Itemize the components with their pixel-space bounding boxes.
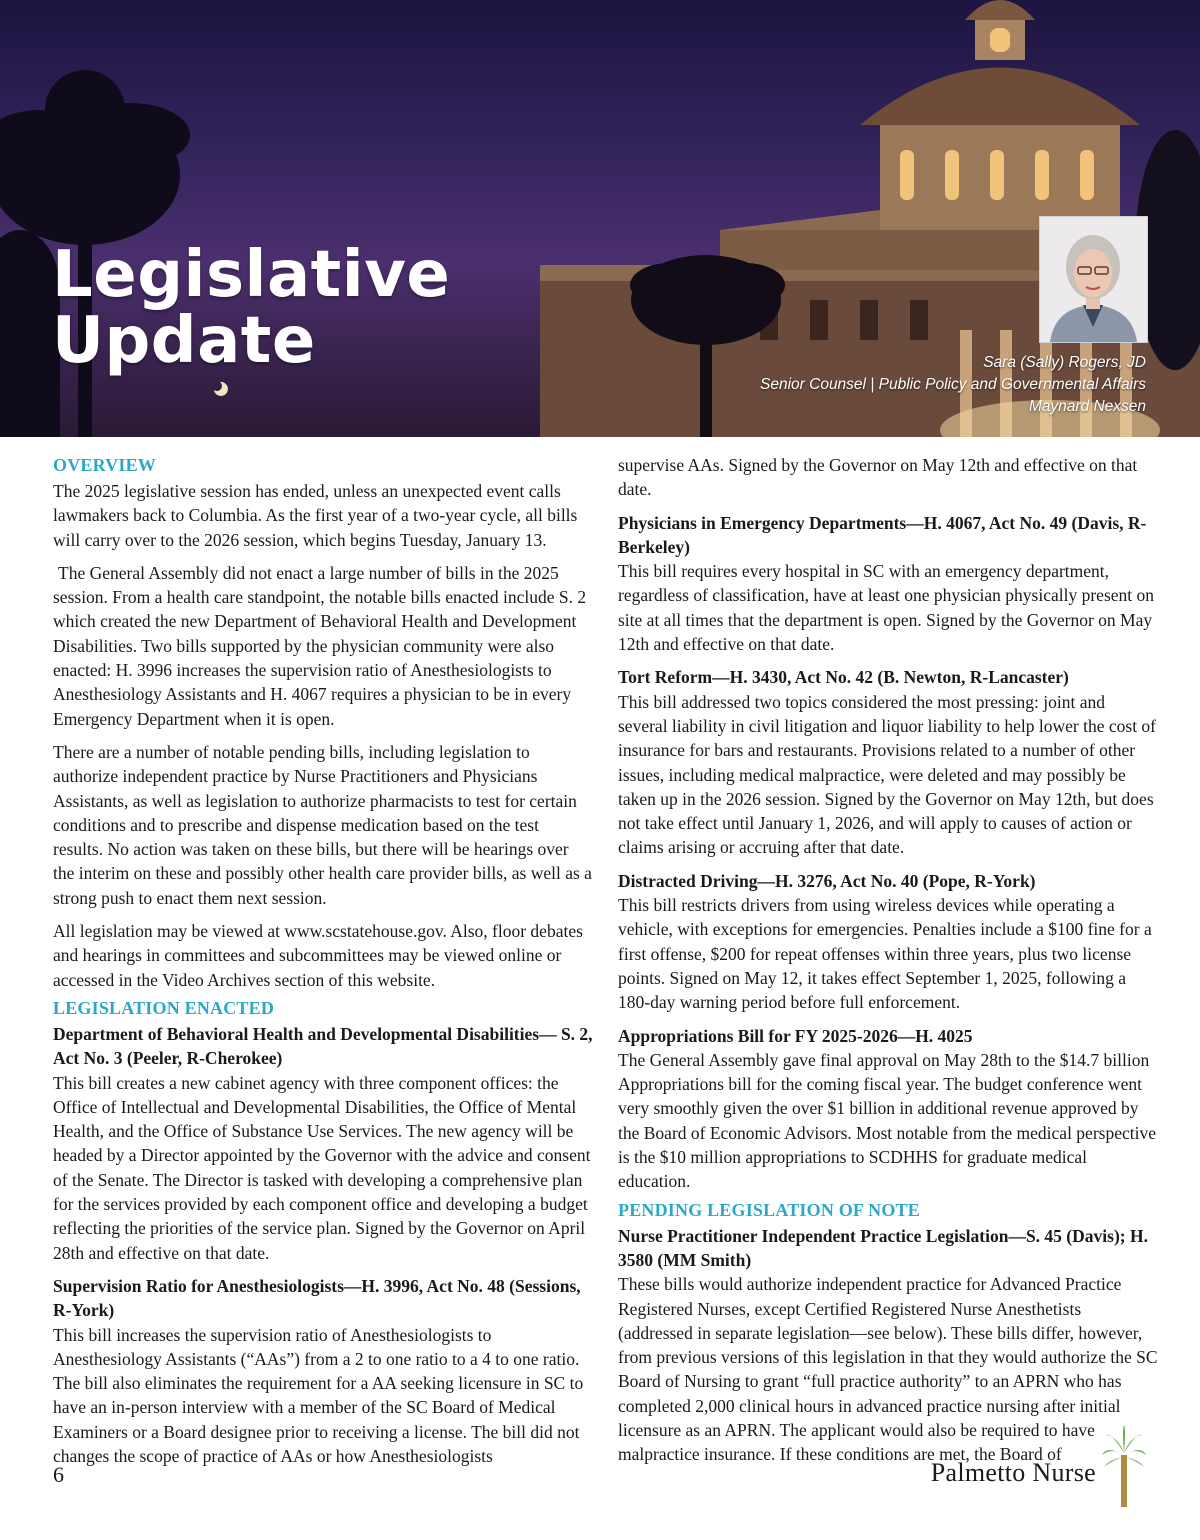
overview-paragraph-2: The General Assembly did not enact a large number of bills in the 2025 session. From a health care standpoint, the notable bills enacted include S. 2 which created the new Department of Behavioral Health and Development Disabilities. Two bills supported by the physician community were also enacted: H. 3996 increases the supervision ratio of Anesthesiologists to Anesthesiology Assistants and H. 4067 requires a physician to be in every Emergency Department when it is open. [53,562,587,729]
appropriations-bill-title: Appropriations Bill for FY 2025-2026—H. 4025 [618,1025,973,1046]
title-line-1: Legislative [52,238,451,312]
enacted-heading: LEGISLATION ENACTED [53,997,275,1018]
anesthesiologist-bill-title: Supervision Ratio for Anesthesiologists—H. 3996, Act No. 48 (Sessions, R-York) [53,1275,581,1321]
author-byline [760,352,1146,418]
tort-reform-bill-title: Tort Reform—H. 3430, Act No. 42 (B. Newton, R-Lancaster) [618,667,1069,688]
right-column [618,453,1158,1476]
tort-reform-bill-body: This bill addressed two topics considered the most pressing: joint and several liability in civil litigation and liquor liability to help lower the cost of insurance for bars and restaurants. Provisions related to a number of other issues, including medical malpractice, were deleted and may possibly be taken up in the 2026 session. Signed by the Governor on May 12th, but does not take effect until January 1, 2026, and will apply to causes of action or claims arising or accruing after that date. [618,691,1157,858]
page-title [52,238,451,378]
overview-paragraph-3: There are a number of notable pending bills, including legislation to authorize independent practice by Nurse Practitioners and Physicians Assistants, as well as legislation to authorize pharmacists to test for certain conditions and to prescribe and dispense medication based on the test results. No action was taken on these bills, but there will be hearings over the interim on these and possibly other health care provider bills, as well as a strong push to enact them next session. [53,741,592,908]
emergency-dept-bill-body: This bill requires every hospital in SC with an emergency department, regardless of classification, have at least one physician physically present on site at all times that the department is open. Signed by the Governor on May 12th and effective on that date. [618,561,1155,655]
emergency-dept-bill-title: Physicians in Emergency Departments—H. 4067, Act No. 49 (Davis, R-Berkeley) [618,512,1147,557]
pending-heading: PENDING LEGISLATION OF NOTE [618,1199,920,1220]
distracted-driving-bill-title: Distracted Driving—H. 3276, Act No. 40 (Pope, R-York) [618,870,1036,891]
left-column [53,453,593,1477]
author-portrait [1039,216,1148,343]
np-bill-body: These bills would authorize independent practice for Advanced Practice Registered Nurses, except Certified Registered Nurse Anesthetists (addressed in separate legislation—see below). These bills differ, however, from previous versions of this legislation in that they would authorize the SC Board of Nursing to grant “full practice authority” to an APRN who has completed 2,000 clinical hours in advanced practice nursing after initial licensure as an APRN. The applicant would also be required to have malpractice insurance. If these conditions are met, the Board of [618,1274,1158,1465]
anesthesiologist-bill-continued: supervise AAs. Signed by the Governor on May 12th and effective on that date. [618,455,1138,500]
author-firm: Maynard Nexsen [1028,398,1146,415]
bhdd-bill-body: This bill creates a new cabinet agency with three component offices: the Office of Intellectual and Developmental Disabilities, the Office of Mental Health, and the Office of Substance Use Services. The new agency will be headed by a Director appointed by the Governor with the advice and consent of the Senate. The Director is tasked with developing a comprehensive plan for the services provided by each component office and developing a budget reflecting the priorities of the service plan. Signed by the Governor on April 28th and effective on that date. [53,1072,591,1263]
page-number: 6 [53,1462,64,1487]
palmetto-tree-icon [1102,1425,1146,1509]
bhdd-bill-title: Department of Behavioral Health and Developmental Disabilities— S. 2, Act No. 3 (Peeler, R-Cherokee) [53,1023,593,1069]
author-name: Sara (Sally) Rogers, JD [983,354,1146,371]
np-bill-title: Nurse Practitioner Independent Practice Legislation—S. 45 (Davis); H. 3580 (MM Smith) [618,1225,1148,1270]
overview-paragraph-4: All legislation may be viewed at www.scstatehouse.gov. Also, floor debates and hearings in committees and subcommittees may be viewed online or accessed in the Video Archives section of this website. [53,921,583,990]
overview-heading: OVERVIEW [53,455,156,475]
author-role: Senior Counsel | Public Policy and Governmental Affairs [760,376,1146,393]
title-line-2: Update [52,304,316,378]
hero-banner [0,0,1200,437]
publication-name: Palmetto Nurse [930,1458,1096,1487]
appropriations-bill-body: The General Assembly gave final approval on May 28th to the $14.7 billion Appropriations bill for the coming fiscal year. The budget conference went very smoothly given the over $1 billion in additional revenue approved by the Board of Economic Advisors. Most notable from the medical perspective is the $10 million appropriations to SCDHHS for graduate medical education. [618,1049,1156,1192]
distracted-driving-bill-body: This bill restricts drivers from using wireless devices while operating a vehicle, with exceptions for emergencies. Penalties include a $100 fine for a first offense, $200 for repeat offenses within three years, plus two license points. Signed on May 12, it takes effect September 1, 2025, following a 180-day warning period before full enforcement. [618,895,1152,1013]
portrait-illustration [1040,217,1147,342]
anesthesiologist-bill-body: This bill increases the supervision ratio of Anesthesiologists to Anesthesiology Assistants (“AAs”) from a 2 to one ratio to a 4 to one ratio. The bill also eliminates the requirement for a AA seeking licensure in SC to have an in-person interview with a member of the SC Board of Medical Examiners or a Board designee prior to receiving a license. The bill did not changes the scope of practice of AAs or how Anesthesiologists [53,1324,584,1466]
overview-paragraph-1: The 2025 legislative session has ended, unless an unexpected event calls lawmakers back to Columbia. As the first year of a two-year cycle, all bills will carry over to the 2026 session, which begins Tuesday, January 13. [53,481,578,550]
